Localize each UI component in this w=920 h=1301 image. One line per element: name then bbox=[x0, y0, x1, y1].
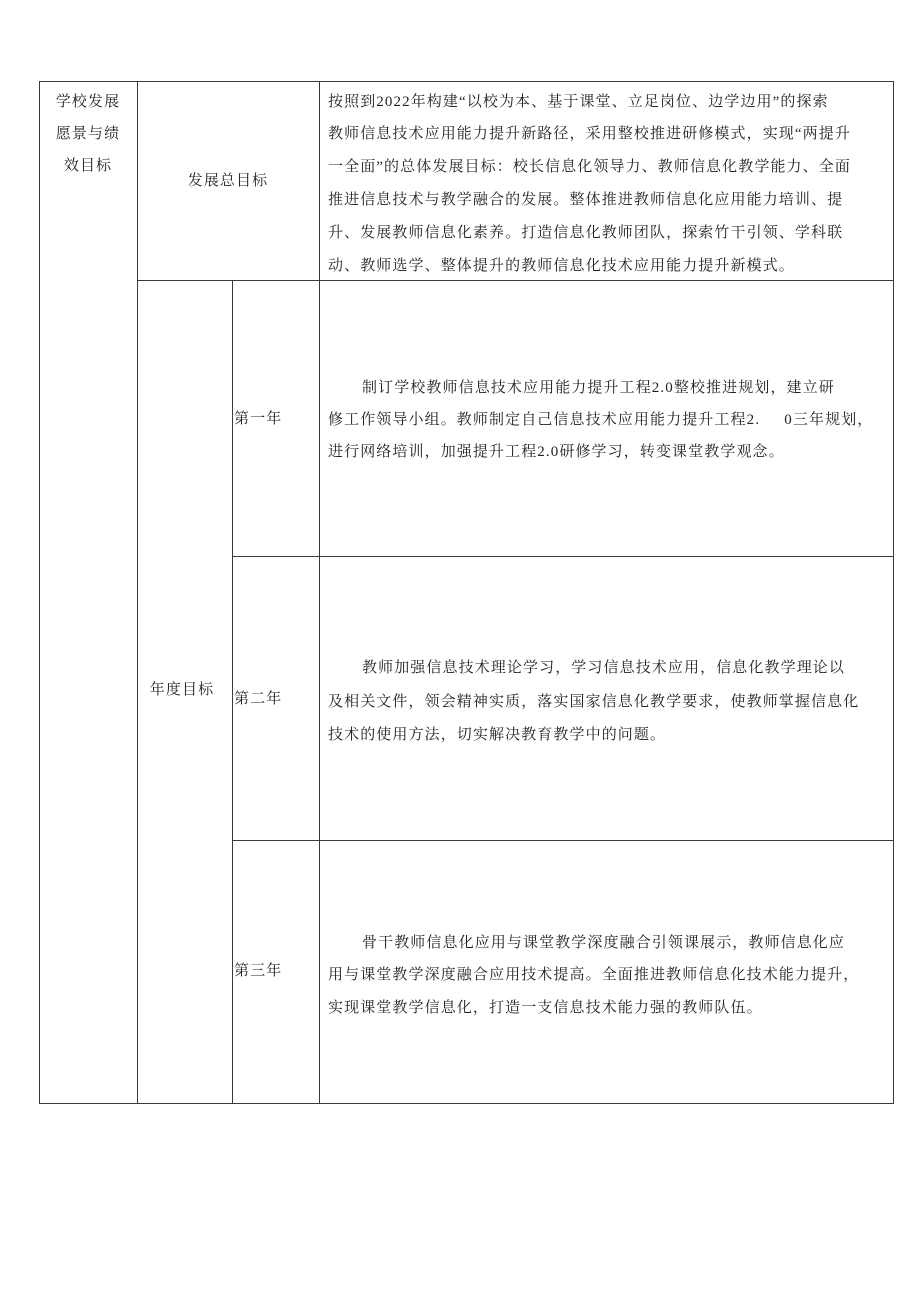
text-line: 技术的使用方法，切实解决教育教学中的问题。 bbox=[328, 727, 667, 743]
annual-goals-label: 年度目标 bbox=[149, 682, 215, 698]
year-label: 第一年 bbox=[234, 411, 283, 427]
table-rule bbox=[137, 81, 138, 1103]
table-rule bbox=[232, 556, 893, 557]
table-rule bbox=[232, 280, 233, 1103]
text-line: 制订学校教师信息技术应用能力提升工程2.0整校推进规划，建立研 bbox=[362, 380, 835, 396]
text-line: 骨干教师信息化应用与课堂教学深度融合引领课展示，教师信息化应 bbox=[362, 935, 846, 951]
text-line: 及相关文件，领会精神实质，落实国家信息化教学要求，使教师掌握信息化 bbox=[328, 694, 860, 710]
text-line: 推进信息技术与教学融合的发展。整体推进教师信息化应用能力培训、提 bbox=[328, 192, 844, 208]
text-line: 教师加强信息技术理论学习，学习信息技术应用，信息化教学理论以 bbox=[362, 660, 846, 676]
text-line: 教师信息技术应用能力提升新路径，采用整校推进研修模式，实现“两提升 bbox=[328, 126, 851, 142]
text-line: 进行网络培训，加强提升工程2.0研修学习，转变课堂教学观念。 bbox=[328, 444, 785, 460]
text-line: 一全面”的总体发展目标：校长信息化领导力、教师信息化教学能力、全面 bbox=[328, 159, 851, 175]
text-line: 按照到2022年构建“以校为本、基于课堂、立足岗位、边学边用”的探索 bbox=[328, 94, 829, 110]
year-label: 第二年 bbox=[234, 691, 283, 707]
vision-label-line: 效目标 bbox=[63, 158, 113, 174]
text-line: 用与课堂教学深度融合应用技术提高。全面推进教师信息化技术能力提升， bbox=[328, 967, 860, 983]
vision-label-line: 学校发展 bbox=[55, 94, 121, 110]
text-line: 升、发展教师信息化素养。打造信息化教师团队，探索竹干引领、学科联 bbox=[328, 225, 844, 241]
overall-goal-label: 发展总目标 bbox=[187, 173, 269, 189]
text-line: 动、教师选学、整体提升的教师信息化技术应用能力提升新模式。 bbox=[328, 258, 795, 274]
table-rule bbox=[137, 280, 893, 281]
table-rule bbox=[319, 81, 320, 1103]
vision-label-line: 愿景与绩 bbox=[55, 126, 121, 142]
text-line: 修工作领导小组。教师制定自己信息技术应用能力提升工程2. 0三年规划， bbox=[328, 412, 874, 428]
year-label: 第三年 bbox=[234, 963, 283, 979]
text-line: 实现课堂教学信息化，打造一支信息技术能力强的教师队伍。 bbox=[328, 1000, 763, 1016]
table-rule bbox=[232, 840, 893, 841]
